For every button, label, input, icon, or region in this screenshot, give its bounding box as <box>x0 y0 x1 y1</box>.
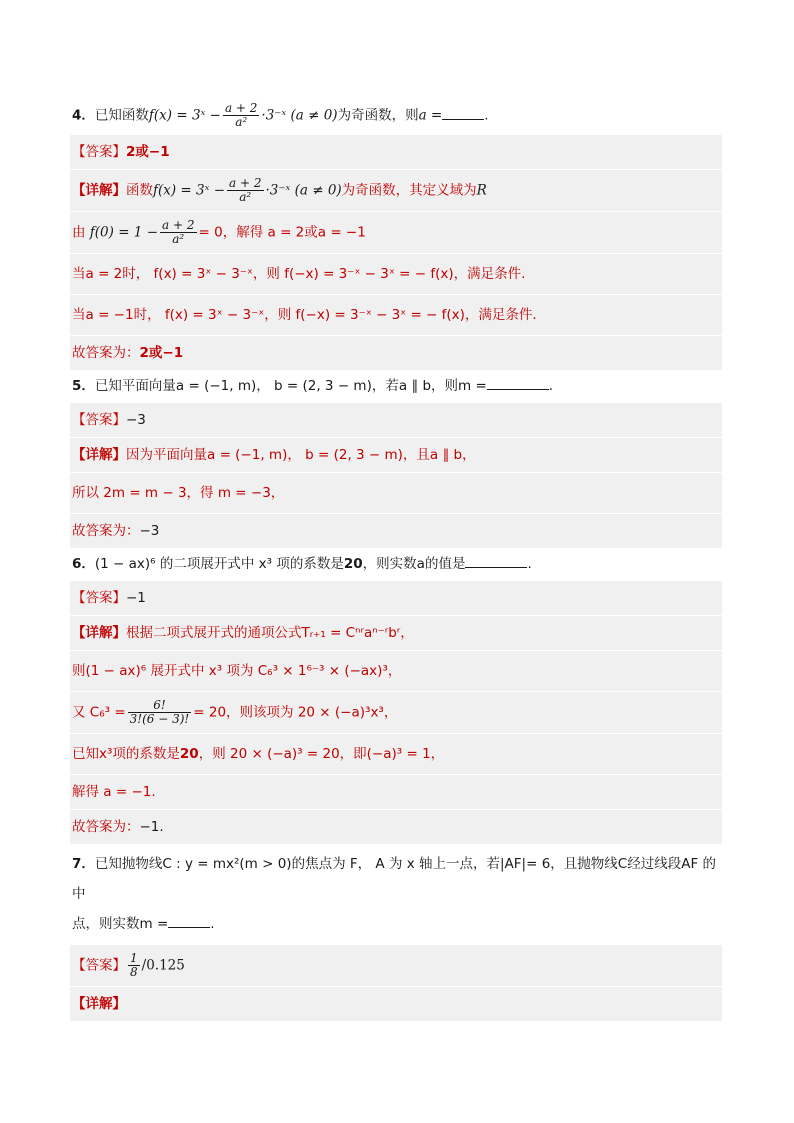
fraction: $\frac{a + 2}{\text{a²}}$ <box>162 218 195 246</box>
fraction: $\frac{a + 2}{\text{a²}}$ <box>229 176 262 204</box>
question-number: 7． <box>72 856 95 872</box>
answer-value: −3 <box>126 412 146 428</box>
math-expression: a = <box>418 107 443 124</box>
detail-row: 【详解】函数f(x) = 3ˣ − $\frac{a + 2}{\text{a²}}$ ·3⁻ˣ (a ≠ 0)为奇函数，其定义域为R <box>70 170 722 212</box>
answer-row <box>70 581 722 616</box>
detail-row: 当a = −1时， f(x) = 3ˣ − 3⁻ˣ，则 f(−x) = 3⁻ˣ − 3ˣ = − f(x)，满足条件. <box>70 295 722 336</box>
question-text: 已知抛物线C : y = mx²(m > 0)的焦点为 F， A 为 x 轴上一点，若|AF|= 6，且抛物线C经过线段AF 的中 <box>72 856 717 902</box>
detail-label: 【详解】 <box>72 447 126 463</box>
fraction: $\frac{a + 2}{\text{a²}}$ <box>224 101 258 129</box>
answer-blank <box>487 377 549 390</box>
answer-blank <box>168 915 210 928</box>
final-answer-row: 故答案为：−1. <box>70 810 722 845</box>
final-answer-row: 故答案为：−3 <box>70 514 722 549</box>
answer-label: 【答案】 <box>72 144 126 160</box>
detail-row: 已知x³项的系数是20，则 20 × (−a)³ = 20，即(−a)³ = 1， <box>70 734 722 775</box>
question-text: 已知函数 <box>94 107 149 124</box>
detail-row: 【详解】因为平面向量a = (−1, m)， b = (2, 3 − m)，且a ∥ b， <box>70 438 722 473</box>
detail-row: 当a = 2时， f(x) = 3ˣ − 3⁻ˣ，则 f(−x) = 3⁻ˣ − 3ˣ = − f(x)，满足条件. <box>70 254 722 295</box>
question-7: 7．已知抛物线C : y = mx²(m > 0)的焦点为 F， A 为 x 轴上一点，若|AF|= 6，且抛物线C经过线段AF 的中 点，则实数m = . <box>72 856 717 932</box>
question-number: 6． <box>72 556 95 572</box>
detail-row: 由 f(0) = 1 − $\frac{a + 2}{\text{a²}}$ = 0，解得 a = 2或a = −1 <box>70 212 722 254</box>
detail-row: 所以 2m = m − 3，得 m = −3， <box>70 473 722 514</box>
fraction: $\frac{6!}{3!(6 - 3)!}$ <box>129 698 190 726</box>
detail-label: 【详解】 <box>72 625 126 641</box>
answer-blank <box>442 107 484 120</box>
question-number: 5． <box>72 378 95 394</box>
detail-row: 【详解】根据二项式展开式的通项公式Tᵣ₊₁ = Cⁿʳaⁿ⁻ʳbʳ， <box>70 616 722 651</box>
detail-row: 则(1 − ax)⁶ 展开式中 x³ 项为 C₆³ × 1⁶⁻³ × (−ax)³， <box>70 651 722 692</box>
math-expression: ·3⁻ˣ (a ≠ 0) <box>265 182 342 199</box>
answer-value: −1 <box>126 590 146 606</box>
question-4: 4．已知函数f(x) = 3ˣ − $\frac{a + 2}{\text{a²}}$ ·3⁻ˣ (a ≠ 0)为奇函数，则a = . <box>72 101 489 129</box>
math-expression: f(x) = 3ˣ − <box>153 182 226 199</box>
answer-label: 【答案】 <box>72 412 126 428</box>
answer-row <box>70 403 722 438</box>
math-expression: ·3⁻ˣ (a ≠ 0) <box>261 107 338 124</box>
document-page <box>70 98 722 1022</box>
detail-row: 解得 a = −1. <box>70 775 722 810</box>
detail-row: 又 C₆³ = $\frac{6!}{3!(6 - 3)!}$ = 20，则该项为 20 × (−a)³x³， <box>70 692 722 734</box>
question-text: 点，则实数m = <box>72 916 169 932</box>
answer-blank <box>465 555 527 568</box>
question-text: 为奇函数，则 <box>337 107 419 124</box>
answer-row <box>70 945 722 987</box>
answer-label: 【答案】 <box>72 957 126 974</box>
detail-label: 【详解】 <box>72 996 126 1012</box>
answer-value: /0.125 <box>141 957 185 974</box>
question-5: 5．已知平面向量a = (−1, m)， b = (2, 3 − m)，若a ∥ b，则m = . <box>72 378 554 394</box>
question-number: 4． <box>72 107 95 124</box>
question-6: 6．(1 − ax)⁶ 的二项展开式中 x³ 项的系数是20，则实数a的值是 . <box>72 556 532 572</box>
question-text: (1 − ax)⁶ 的二项展开式中 x³ 项的系数是 <box>94 556 344 572</box>
answer-label: 【答案】 <box>72 590 126 606</box>
detail-label: 【详解】 <box>72 182 126 199</box>
math-expression: f(0) = 1 − <box>89 224 159 241</box>
final-answer-row: 故答案为：2或−1 <box>70 336 722 371</box>
math-expression: R <box>476 182 487 199</box>
answer-row <box>70 135 722 170</box>
question-text: 已知平面向量a = (−1, m)， b = (2, 3 − m)，若a ∥ b，则m = <box>94 378 487 394</box>
answer-value: 2或−1 <box>126 144 170 160</box>
fraction: $\frac{1}{8}$ <box>130 951 138 979</box>
detail-row <box>70 987 722 1022</box>
math-expression: f(x) = 3ˣ − <box>148 107 221 124</box>
